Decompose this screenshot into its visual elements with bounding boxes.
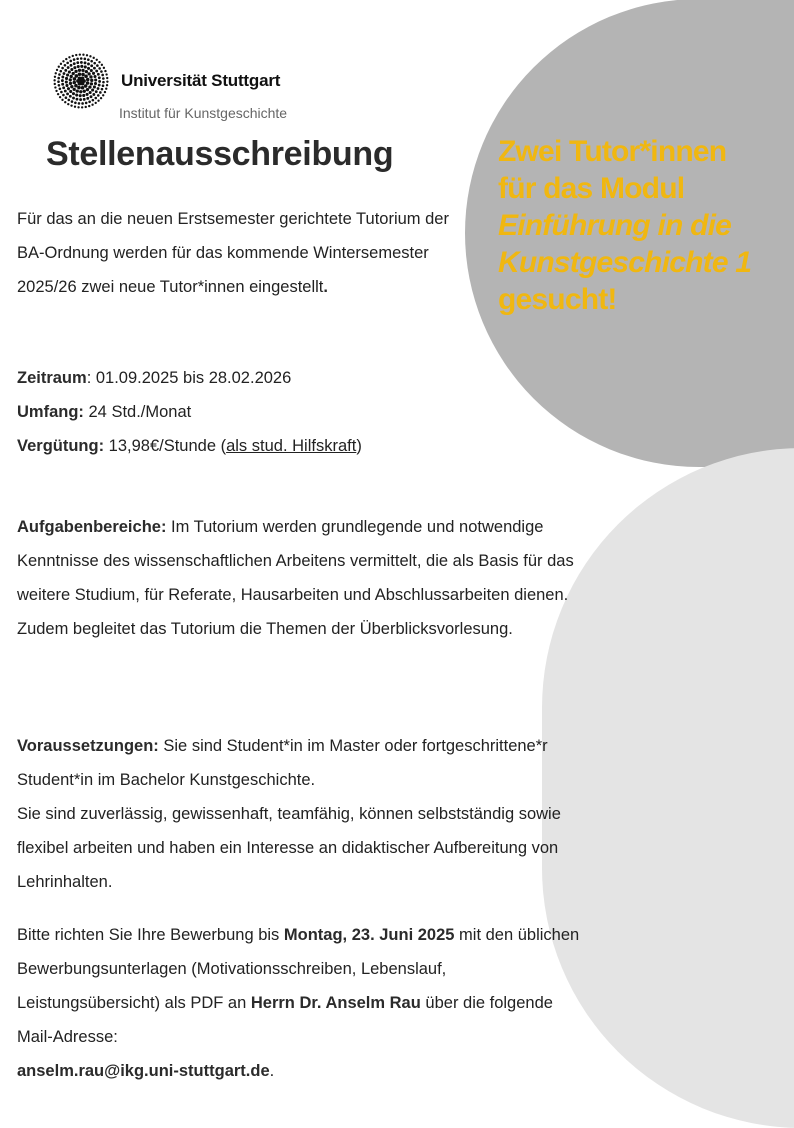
detail-umfang: Umfang: 24 Std./Monat	[17, 403, 192, 421]
contact-email-link[interactable]: anselm.rau@ikg.uni-stuttgart.de	[17, 1062, 270, 1080]
job-details	[17, 361, 467, 463]
highlight-line: Zwei Tutor*innen	[498, 135, 727, 168]
contact-person: Herrn Dr. Anselm Rau	[250, 994, 421, 1012]
university-name: Universität Stuttgart	[121, 71, 281, 90]
highlight-line: gesucht!	[498, 283, 617, 316]
deadline: Montag, 23. Juni 2025	[283, 926, 455, 944]
detail-zeitraum: Zeitraum: 01.09.2025 bis 28.02.2026	[17, 369, 292, 387]
highlight-line: für das Modul	[498, 172, 685, 205]
hilfskraft-link[interactable]: als stud. Hilfskraft	[226, 437, 357, 455]
university-seal-icon	[52, 52, 110, 110]
highlight-headline	[498, 133, 788, 318]
application-paragraph: Bitte richten Sie Ihre Bewerbung bis Montag, 23. Juni 2025 mit den üblichen Bewerbungsunterlagen (Motivationsschreiben, Lebenslauf, Leistungsübersicht) als PDF an Herrn Dr. Anselm Rau über die folgende Mail-Adresse: anselm.rau@ikg.uni-stuttgart.de.	[17, 926, 580, 1080]
intro-paragraph: Für das an die neuen Erstsemester gerichtete Tutorium der BA-Ordnung werden für das kommende Wintersemester 2025/26 zwei neue Tutor*innen eingestellt.	[17, 210, 449, 296]
detail-verguetung: Vergütung: 13,98€/Stunde (als stud. Hilfskraft)	[17, 437, 362, 455]
highlight-module-name: Einführung in die	[498, 209, 732, 242]
highlight-module-name: Kunstgeschichte 1	[498, 246, 752, 279]
requirements-paragraph: Voraussetzungen: Sie sind Student*in im Master oder fortgeschrittene*r Student*in im Bachelor Kunstgeschichte. Sie sind zuverlässig, gewissenhaft, teamfähig, können selbstständig sowie flexibel arbeiten und haben ein Interesse an didaktischer Aufbereitung von Lehrinhalten.	[17, 737, 561, 891]
institute-name: Institut für Kunstgeschichte	[119, 105, 288, 121]
page-title: Stellenausschreibung	[46, 135, 394, 173]
tasks-paragraph: Aufgabenbereiche: Im Tutorium werden grundlegende und notwendige Kenntnisse des wissenschaftlichen Arbeitens vermittelt, die als Basis für das weitere Studium, für Referate, Hausarbeiten und Abschlussarbeiten dienen. Zudem begleitet das Tutorium die Themen der Überblicksvorlesung.	[17, 518, 574, 638]
